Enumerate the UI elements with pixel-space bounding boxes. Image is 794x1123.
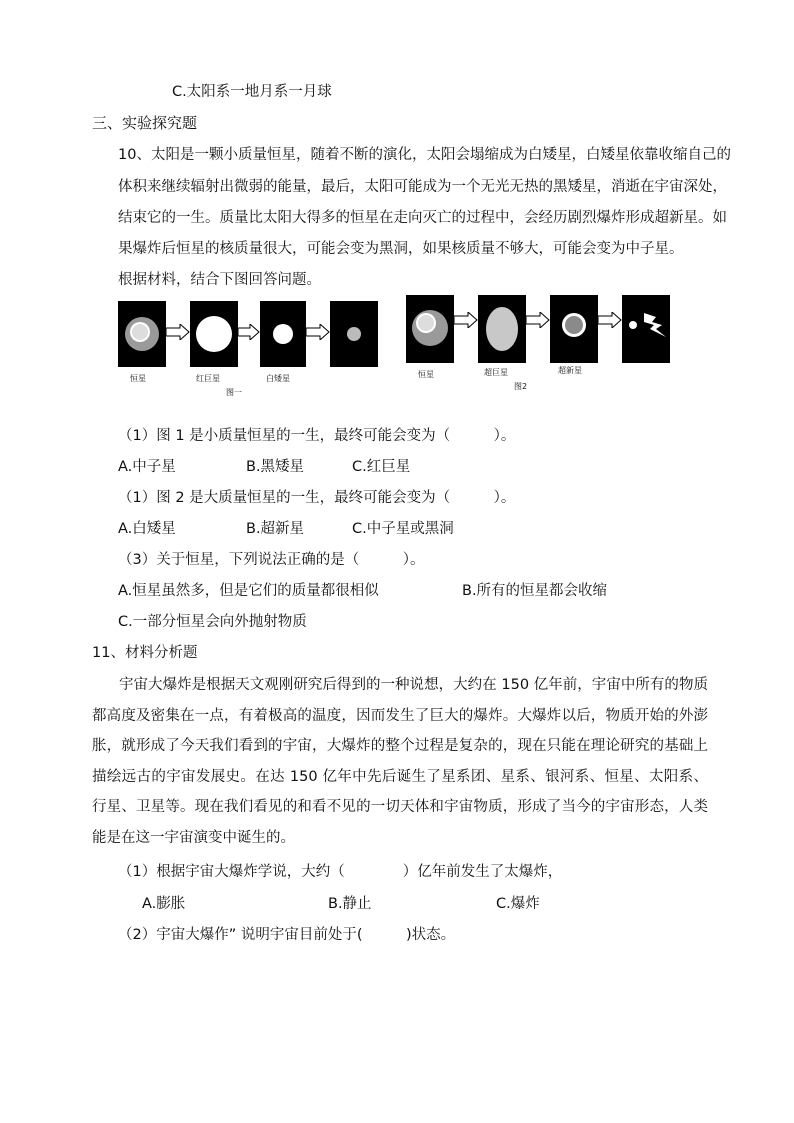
star-lifecycle-figure [118,294,678,404]
q10-sub3-option-a: A.恒星虽然多，但是它们的质量都很相似 [118,583,379,599]
q10-line-4: 果爆炸后恒星的核质量很大，可能会变为黑洞，如果核质量不够大，可能会变为中子星。 [118,241,684,257]
q10-instruction: 根据材料，结合下图回答问题。 [118,272,321,288]
q10-sub2-option-c: C.中子星或黑洞 [352,521,454,537]
fig2-arrow-1 [454,312,478,328]
fig2-label-supernova: 超新星 [558,366,582,375]
fig1-star-panel [118,301,166,367]
fig2-arrow-3 [598,312,622,328]
fig1-label-star: 恒星 [130,374,146,383]
q10-line-1: 10、太阳是一颗小质量恒星，随着不断的演化，太阳会塌缩成为白矮星，白矮星依靠收缩自己的 [118,147,731,163]
fig2-star-panel [406,295,454,363]
q10-sub3-option-b: B.所有的恒星都会收缩 [462,583,608,599]
fig1-white-dwarf-panel [260,301,306,367]
q10-sub3: （3）关于恒星，下列说法正确的是（ ）。 [118,552,425,568]
fig2-supernova-panel [550,295,598,363]
q10-sub2-option-b: B.超新星 [246,521,305,537]
q11-sub1-option-b: B.静止 [328,896,372,912]
fig1-arrow-3 [306,324,330,340]
fig1-label-white-dwarf: 白矮星 [266,374,290,383]
q9-option-c: C.太阳系一地月系一月球 [172,84,332,100]
fig2-caption: 图2 [514,382,528,391]
fig2-end-panel [622,295,670,363]
fig2-supergiant-panel [478,295,526,363]
fig1-arrow-2 [238,324,260,340]
q11-sub1-option-c: C.爆炸 [496,896,540,912]
q11-sub1-option-a: A.膨胀 [142,896,186,912]
fig2-label-supergiant: 超巨星 [484,368,508,377]
q10-sub2: （1）图 2 是大质量恒星的一生，最终可能会变为（ ）。 [118,490,516,506]
q11-sub2: （2）宇宙大爆作” 说明宇宙目前处于( )状态。 [118,927,456,943]
fig2-label-star: 恒星 [418,370,434,379]
q10-sub2-option-a: A.白矮星 [118,521,176,537]
q10-sub1-option-b: B.黑矮星 [246,459,305,475]
fig1-black-dwarf-panel [330,301,378,367]
q11-heading: 11、材料分析题 [92,645,198,661]
q10-sub1-option-a: A.中子星 [118,459,176,475]
fig1-red-giant-panel [190,301,238,367]
q10-sub1: （1）图 1 是小质量恒星的一生，最终可能会变为（ ）。 [118,428,516,444]
fig1-arrow-1 [166,324,190,340]
q11-paragraph: 宇宙大爆炸是根据天文观刚研究后得到的一种说想，大约在 150 亿年前，宇宙中所有的物质都高度及密集在一点，有着极高的温度，因而发生了巨大的爆炸。大爆炸以后，物质开始的外澎胀，就形成了今天我们看到的宇宙，大爆炸的整个过程是复杂的，现在只能在理论研究的基础上描绘远古的宇宙发展史。在达 150 亿年中先后诞生了星系团、星系、银河系、恒星、太阳系、行星、卫星等。现在我们看见的和看不见的一切天体和宇宙物质，形成了当今的宇宙形态，人类能是在这一宇宙演变中诞生的。 [92,677,708,846]
fig2-arrow-2 [526,312,550,328]
q11-sub1: （1）根据宇宙大爆炸学说，大约（ ）亿年前发生了太爆炸， [118,864,563,880]
q10-sub1-option-c: C.红巨星 [352,459,411,475]
section-heading: 三、实验探究题 [92,114,198,132]
q10-sub3-option-c: C.一部分恒星会向外抛射物质 [118,614,307,630]
fig1-label-red-giant: 红巨星 [196,374,220,383]
q10-line-3: 结束它的一生。质量比太阳大得多的恒星在走向灭亡的过程中，会经历剧烈爆炸形成超新星。如 [118,210,727,226]
q10-line-2: 体积来继续辐射出微弱的能量，最后，太阳可能成为一个无光无热的黑矮星，消逝在宇宙深处， [118,179,727,195]
fig1-caption: 图一 [226,388,242,397]
